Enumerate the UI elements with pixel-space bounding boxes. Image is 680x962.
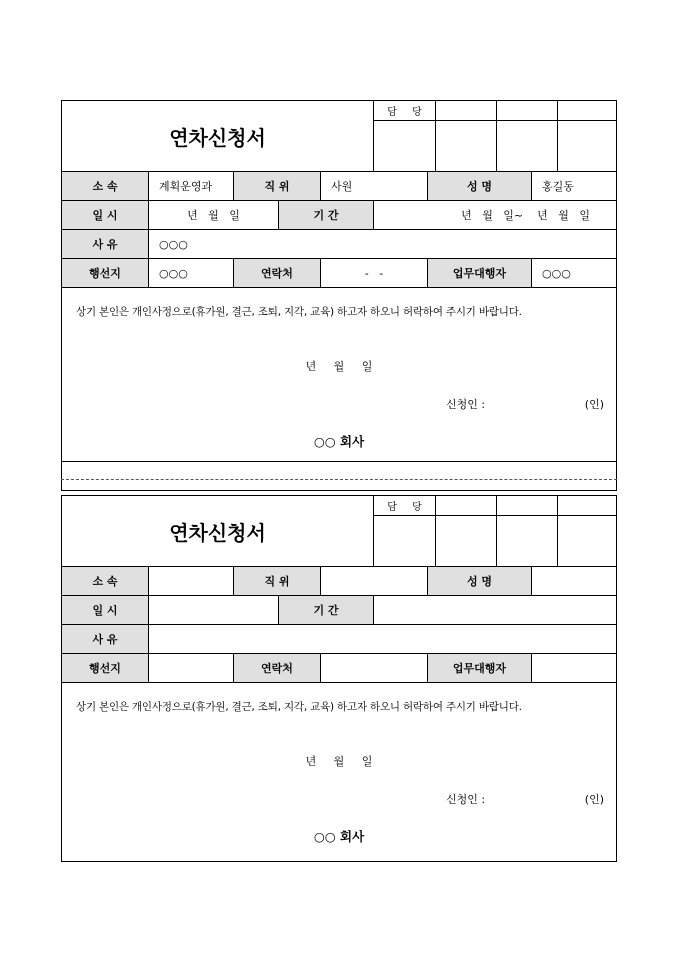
- cut-line: [61, 479, 617, 480]
- name-label: 성 명: [427, 172, 531, 200]
- period-label: 기 간: [278, 201, 373, 229]
- approval-label: 담 당: [387, 502, 428, 513]
- cut-area: [62, 462, 616, 490]
- leave-request-form-top: [61, 100, 617, 491]
- reason-label: 사 유: [62, 625, 148, 653]
- period-field[interactable]: [373, 596, 616, 624]
- name-field[interactable]: [531, 567, 616, 595]
- row-reason: [62, 230, 616, 259]
- form-body: [62, 288, 616, 462]
- applicant-label: 신청인 :: [446, 398, 486, 411]
- name-label: 성 명: [427, 567, 531, 595]
- date-line: 년 월 일: [305, 755, 373, 768]
- datetime-field[interactable]: [148, 596, 278, 624]
- applicant-label: 신청인 :: [446, 793, 486, 806]
- reason-field[interactable]: ○○○: [148, 230, 616, 258]
- leave-request-form-bottom: [61, 495, 617, 862]
- statement-text: 상기 본인은 개인사정으로(휴가원, 결근, 조퇴, 지각, 교육) 하고자 하오니 허락하여 주시기 바랍니다.: [76, 306, 522, 318]
- row-datetime: [62, 201, 616, 230]
- reason-field[interactable]: [148, 625, 616, 653]
- contact-field[interactable]: [320, 654, 427, 682]
- position-label: 직 위: [233, 567, 320, 595]
- period-field[interactable]: 년 월 일~ 년 월 일: [373, 201, 616, 229]
- company-name: ○○ 회사: [313, 829, 365, 844]
- row-affiliation: [62, 567, 616, 596]
- destination-field[interactable]: [148, 654, 233, 682]
- position-field[interactable]: [320, 567, 427, 595]
- approval-box: [373, 101, 616, 171]
- affiliation-label: 소 속: [62, 172, 148, 200]
- seal-label: (인): [584, 793, 604, 806]
- position-field[interactable]: 사원: [320, 172, 427, 200]
- approval-box: [373, 496, 616, 566]
- row-affiliation: [62, 172, 616, 201]
- contact-label: 연락처: [233, 654, 320, 682]
- position-label: 직 위: [233, 172, 320, 200]
- row-destination: [62, 259, 616, 288]
- deputy-field[interactable]: [531, 654, 616, 682]
- statement-text: 상기 본인은 개인사정으로(휴가원, 결근, 조퇴, 지각, 교육) 하고자 하오니 허락하여 주시기 바랍니다.: [76, 701, 522, 713]
- form-header: [62, 496, 616, 567]
- destination-label: 행선지: [62, 654, 148, 682]
- reason-label: 사 유: [62, 230, 148, 258]
- datetime-label: 일 시: [62, 596, 148, 624]
- deputy-label: 업무대행자: [427, 259, 531, 287]
- form-header: [62, 101, 616, 172]
- deputy-field[interactable]: ○○○: [531, 259, 616, 287]
- affiliation-label: 소 속: [62, 567, 148, 595]
- contact-field[interactable]: - -: [320, 259, 427, 287]
- form-title: 연차신청서: [169, 125, 266, 150]
- company-name: ○○ 회사: [313, 434, 365, 449]
- contact-label: 연락처: [233, 259, 320, 287]
- approval-label: 담 당: [387, 107, 428, 118]
- seal-label: (인): [584, 398, 604, 411]
- destination-label: 행선지: [62, 259, 148, 287]
- datetime-field[interactable]: 년 월 일: [148, 201, 278, 229]
- row-reason: [62, 625, 616, 654]
- date-line: 년 월 일: [305, 360, 373, 373]
- deputy-label: 업무대행자: [427, 654, 531, 682]
- affiliation-field[interactable]: [148, 567, 233, 595]
- period-label: 기 간: [278, 596, 373, 624]
- datetime-label: 일 시: [62, 201, 148, 229]
- form-title: 연차신청서: [169, 520, 266, 545]
- form-body: [62, 683, 616, 857]
- name-field[interactable]: 홍길동: [531, 172, 616, 200]
- destination-field[interactable]: ○○○: [148, 259, 233, 287]
- row-datetime: [62, 596, 616, 625]
- row-destination: [62, 654, 616, 683]
- affiliation-field[interactable]: 계획운영과: [148, 172, 233, 200]
